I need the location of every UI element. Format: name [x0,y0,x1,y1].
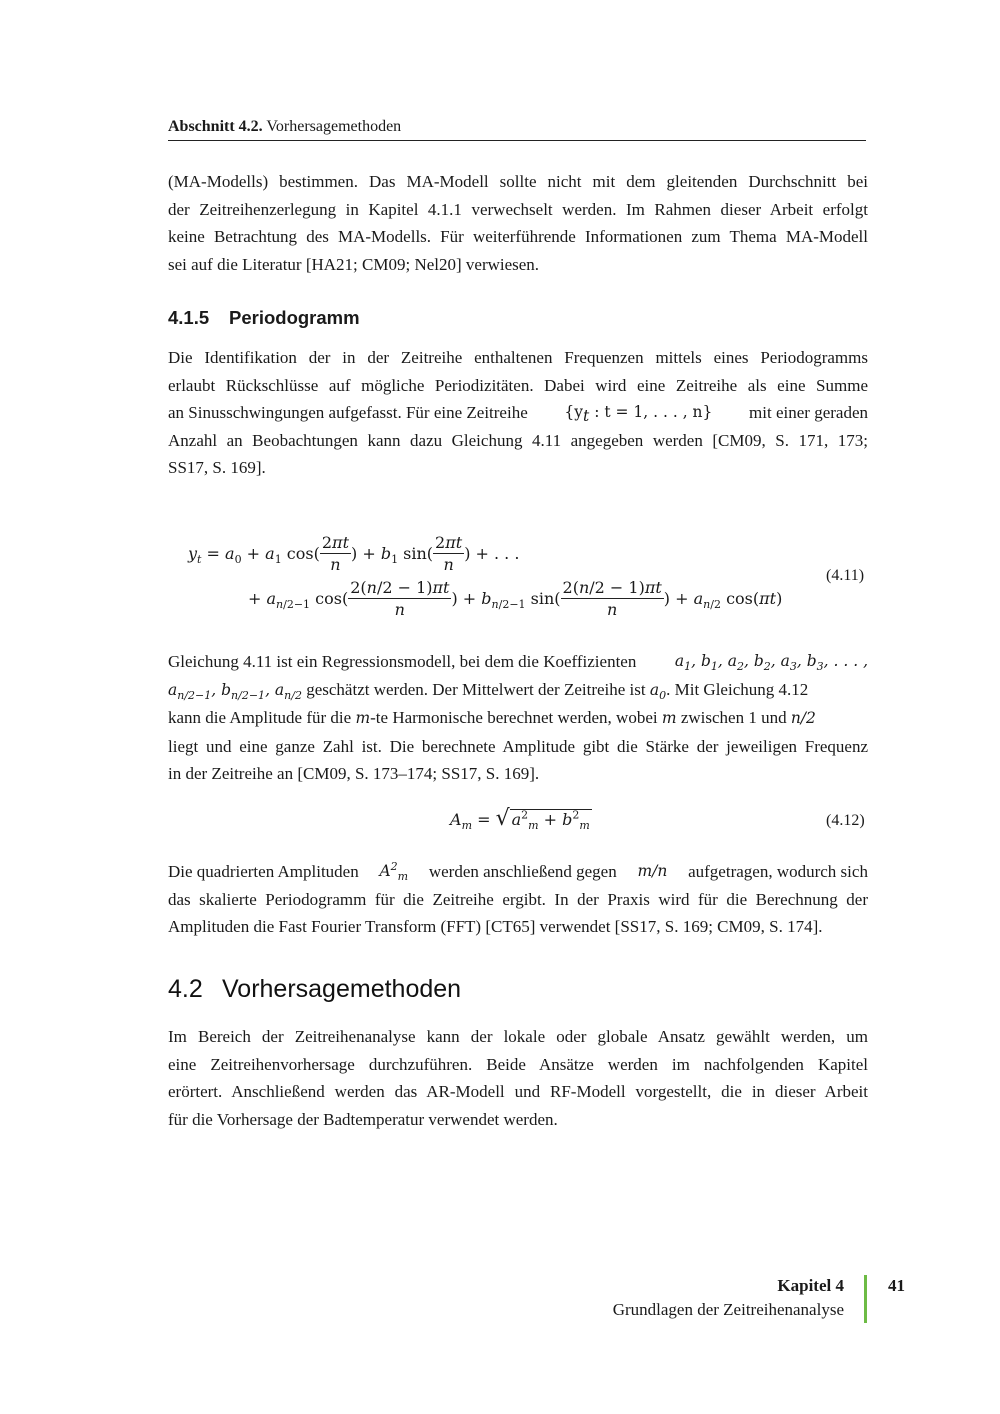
paragraph-forecast-methods [168,1023,868,1133]
text-line: (MA-Modells) bestimmen. Das MA-Modell sollte nicht mit dem gleitenden Durchschnitt bei [168,172,868,191]
text-fragment: . Mit Gleichung 4.12 [666,679,809,699]
footer-chapter-title: Grundlagen der Zeitreihenanalyse [612,1300,844,1319]
equation-4-11-line-1: $y_t = a_0 + a_1$ cos( $\frac{2\pi t}{n}$ ) + $b_1$ sin( $\frac{2\pi t}{n}$ ) + . . . [188,533,520,574]
text-fragment: werden anschließend gegen [428,862,617,881]
text-line: erlaubt Rückschlüsse auf mögliche Periodizitäten. Dabei wird eine Zeitreihe als eine Summe [168,375,868,395]
page-number: 41 [888,1276,905,1295]
math-inline: n/2 [790,709,816,728]
text-line: eine Zeitreihenvorhersage durchzuführen. Beide Ansätze werden im nachfolgenden Kapitel [168,1054,868,1074]
footer-accent-bar [864,1275,867,1323]
section-title: Vorhersagemethoden [222,975,462,1003]
subsection-heading [168,306,360,330]
math-inline: m [355,709,371,728]
math-inline: m [661,709,677,728]
math-inline: m/n [637,862,668,880]
text-line: in der Zeitreihe an [CM09, S. 173–174; SS17, S. 169]. [168,764,540,784]
subsection-title: Periodogramm [229,307,360,328]
text-line: Im Bereich der Zeitreihenanalyse kann der lokale oder globale Ansatz gewählt werden, um [168,1027,868,1046]
text-line: SS17, S. 169]. [168,458,266,478]
text-line [168,858,868,886]
footer-chapter: Kapitel 4 [777,1276,844,1295]
paragraph-periodogram-intro [168,344,868,482]
section-heading [168,973,461,1005]
header-section-title: Vorhersagemethoden [266,118,402,135]
text-line: der Zeitreihenzerlegung in Kapitel 4.1.1 verwechselt werden. Im Rahmen dieser Arbeit erfolgt [168,199,868,219]
text-fragment: mit einer geraden [749,403,868,423]
text-line: keine Betrachtung des MA-Modells. Für weiterführende Informationen zum Thema MA-Modell [168,227,868,247]
text-line: Anzahl an Beobachtungen kann dazu Gleichung 4.11 angegeben werden [CM09, S. 171, 173; [168,430,868,450]
text-fragment: geschätzt werden. Der Mittelwert der Zeitreihe ist [306,679,646,699]
text-line: liegt und eine ganze Zahl ist. Die berechnete Amplitude gibt die Stärke der jeweiligen Frequenz [168,736,868,756]
text-fragment: Gleichung 4.11 ist ein Regressionsmodell, bei dem die Koeffizienten [168,652,637,671]
text-line [168,676,868,705]
equation-number: (4.12) [826,812,865,829]
footer-chapter-info [613,1274,844,1322]
paragraph-amplitudes [168,858,868,941]
text-line [168,704,868,733]
text-line: Die Identifikation der in der Zeitreihe enthaltenen Frequenzen mittels eines Periodogramms [168,348,868,367]
text-line [168,399,868,427]
equation-4-11-line-2: + $a_{n/2-1}$ cos( $\frac{2(n/2 - 1)\pi t}{n}$ ) + $b_{n/2-1}$ sin( $\frac{2(n/2 - 1)\pi t}{n}$ ) + $a_{n/2}$ cos(πt) [248,578,783,619]
math-inline: $A^2_m$ [379,859,409,884]
math-inline: $a_{n/2-1}$, $b_{n/2-1}$, $a_{n/2}$ [168,680,302,702]
text-line: erörtert. Anschließend werden das AR-Modell und RF-Modell vorgestellt, die in dieser Arbeit [168,1082,868,1102]
math-subscript: t [583,407,590,426]
math-fragment: {y [564,403,584,422]
text-fragment: -te Harmonische berechnet werden, wobei [370,708,658,728]
text-fragment: kann die Amplitude für die [168,708,352,728]
text-fragment: zwischen 1 und [680,708,787,728]
paragraph-regression [168,648,868,788]
math-inline [564,399,712,427]
text-fragment: an Sinusschwingungen aufgefasst. Für eine Zeitreihe [168,403,528,423]
text-line: Amplituden die Fast Fourier Transform (FFT) [CT65] verwendet [SS17, S. 169; CM09, S. 174]. [168,917,823,937]
section-number: 4.2 [168,975,203,1003]
equation-number: (4.11) [826,567,865,584]
math-inline: $a_1$, $b_1$, $a_2$, $b_2$, $a_3$, $b_3$, . . . , [674,652,868,674]
header-section-label: Abschnitt 4.2. [168,118,263,135]
running-header [168,116,866,141]
text-line: sei auf die Literatur [HA21; CM09; Nel20] verwiesen. [168,254,540,274]
paragraph-ma-model [168,168,868,278]
math-fragment: : t = 1, . . . , n} [589,403,713,422]
equation-4-12: $A_m$ = √ $a^2_m + b^2_m$ [450,806,590,833]
math-inline: $a_0$ [649,680,667,702]
text-fragment: Die quadrierten Amplituden [168,862,359,881]
text-fragment: aufgetragen, wodurch sich [688,862,868,881]
subsection-number: 4.1.5 [168,307,210,328]
text-line [168,648,868,676]
text-line: für die Vorhersage der Badtemperatur verwendet werden. [168,1109,558,1129]
text-line: das skalierte Periodogramm für die Zeitreihe ergibt. In der Praxis wird für die Berechnung der [168,889,868,909]
